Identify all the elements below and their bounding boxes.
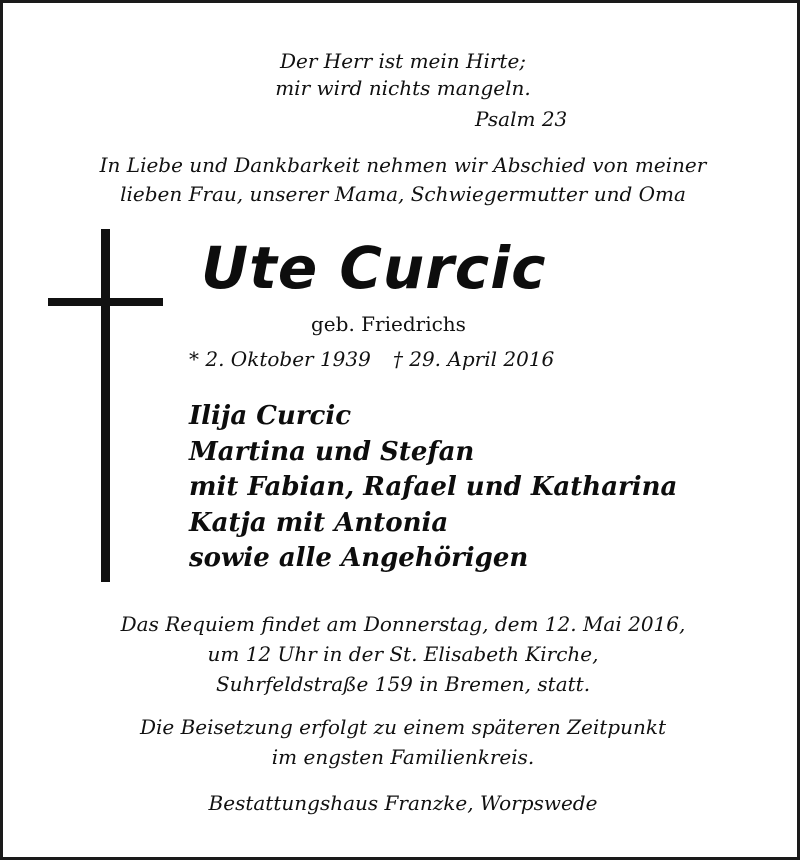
cross-vertical-bar (101, 229, 110, 582)
mourner-line: Martina und Stefan (189, 436, 475, 467)
intro-line: In Liebe und Dankbarkeit nehmen wir Abschied von meiner (99, 153, 707, 177)
psalm-line: Der Herr ist mein Hirte; (279, 49, 527, 73)
burial-info (3, 712, 800, 772)
psalm-line: mir wird nichts mangeln. (275, 76, 531, 100)
requiem-line: Das Requiem findet am Donnerstag, dem 12. Mai 2016, (120, 612, 686, 636)
burial-line: im engsten Familienkreis. (271, 745, 535, 769)
mourner-line: sowie alle Angehörigen (189, 543, 529, 573)
requiem-line: um 12 Uhr in der St. Elisabeth Kirche, (207, 642, 599, 666)
mourners-list (189, 399, 677, 577)
life-dates (189, 345, 554, 373)
mourner-line: mit Fabian, Rafael und Katharina (189, 472, 678, 502)
death-date: † 29. April 2016 (392, 347, 555, 371)
mourner-line: Ilija Curcic (189, 401, 352, 431)
mourner-line: Katja mit Antonia (189, 507, 449, 538)
psalm-reference: Psalm 23 (475, 107, 568, 131)
birth-date: * 2. Oktober 1939 (189, 347, 371, 371)
intro-line: lieben Frau, unserer Mama, Schwiegermutter und Oma (120, 182, 686, 206)
birth-name: geb. Friedrichs (311, 312, 466, 336)
burial-line: Die Beisetzung erfolgt zu einem späteren Zeitpunkt (139, 715, 666, 739)
intro-text (3, 151, 800, 209)
cross-horizontal-bar (48, 298, 163, 306)
requiem-info (3, 609, 800, 699)
psalm-quote (3, 48, 800, 102)
funeral-home: Bestattungshaus Franzke, Worpswede (208, 791, 598, 815)
deceased-name: Ute Curcic (201, 234, 547, 302)
requiem-line: Suhrfeldstraße 159 in Bremen, statt. (215, 672, 591, 696)
